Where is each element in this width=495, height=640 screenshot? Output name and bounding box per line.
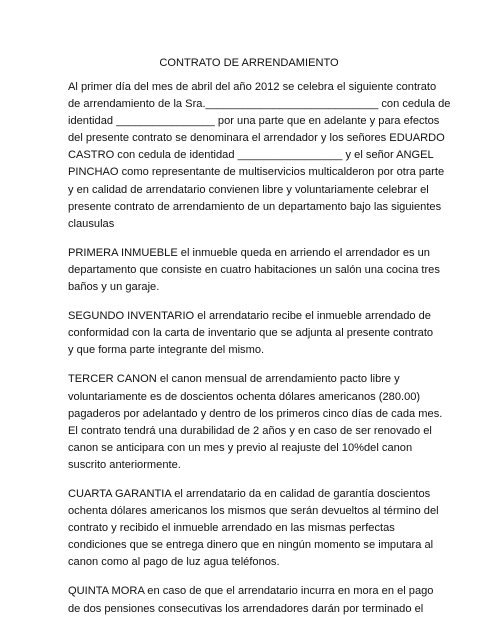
- intro-paragraph: [68, 79, 451, 233]
- paragraph-line: departamento que consiste en cuatro habitaciones un salón una cocina tres: [68, 263, 440, 276]
- document-title: CONTRATO DE ARRENDAMIENTO: [159, 57, 339, 69]
- paragraph-line: ochenta dólares americanos los mismos que serán devueltos al término del: [68, 505, 439, 518]
- paragraph-line: conformidad con la carta de inventario que se adjunta al presente contrato: [68, 327, 434, 340]
- paragraph-line: CUARTA GARANTIA el arrendatario da en calidad de garantía doscientos: [68, 487, 431, 500]
- paragraph-line: Al primer día del mes de abril del año 2012 se celebra el siguiente contrato: [68, 81, 437, 93]
- paragraph-line: QUINTA MORA en caso de que el arrendatario incurra en mora en el pago: [68, 585, 434, 598]
- paragraph-line: condiciones que se entrega dinero que en ningún momento se imputara al: [68, 539, 434, 552]
- clause-segundo-paragraph: [68, 308, 434, 359]
- clause-quinta-paragraph: [68, 583, 434, 617]
- paragraph-line: CASTRO con cedula de identidad _________________ y el señor ANGEL: [68, 149, 434, 162]
- paragraph-line: y que forma parte integrante del mismo.: [68, 344, 265, 357]
- paragraph-line: identidad ________________ por una parte que en adelante y para efectos: [68, 115, 440, 128]
- clause-primera-paragraph: [68, 245, 440, 296]
- paragraph-line: clausulas: [68, 217, 115, 230]
- paragraph-line: PINCHAO como representante de multiservicios multicalderon por otra parte: [68, 166, 445, 179]
- paragraph-line: de arrendamiento de la Sra.____________________________ con cedula de: [68, 98, 451, 111]
- paragraph-line: presente contrato de arrendamiento de un departamento bajo las siguientes: [68, 200, 442, 213]
- paragraph-line: contrato y recibido el inmueble arrendado en las mismas perfectas: [68, 522, 395, 535]
- document-page: [68, 56, 451, 630]
- paragraph-line: canon como al pago de luz agua teléfonos.: [68, 556, 280, 569]
- paragraph-line: y en calidad de arrendatario convienen libre y voluntariamente celebrar el: [68, 183, 429, 196]
- paragraph-line: de dos pensiones consecutivas los arrendadores darán por terminado el: [68, 602, 424, 615]
- paragraph-line: TERCER CANON el canon mensual de arrendamiento pacto libre y: [68, 373, 400, 386]
- clause-tercer-paragraph: [68, 371, 443, 474]
- paragraph-line: del presente contrato se denominara el arrendador y los señores EDUARDO: [68, 132, 445, 145]
- paragraph-line: PRIMERA INMUEBLE el inmueble queda en arriendo el arrendador es un: [68, 246, 430, 259]
- paragraph-line: suscrito anteriormente.: [68, 458, 181, 471]
- paragraph-line: SEGUNDO INVENTARIO el arrendatario recibe el inmueble arrendado de: [68, 310, 431, 323]
- paragraph-line: pagaderos por adelantado y dentro de los primeros cinco días de cada mes.: [68, 407, 443, 420]
- paragraph-line: voluntariamente es de doscientos ochenta dólares americanos (280.00): [68, 390, 421, 403]
- paragraph-line: canon se anticipara con un mes y previo al reajuste del 10%del canon: [68, 441, 413, 454]
- paragraph-line: baños y un garaje.: [68, 281, 160, 294]
- paragraph-line: El contrato tendrá una durabilidad de 2 años y en caso de ser renovado el: [68, 424, 432, 437]
- clause-cuarta-paragraph: [68, 486, 439, 571]
